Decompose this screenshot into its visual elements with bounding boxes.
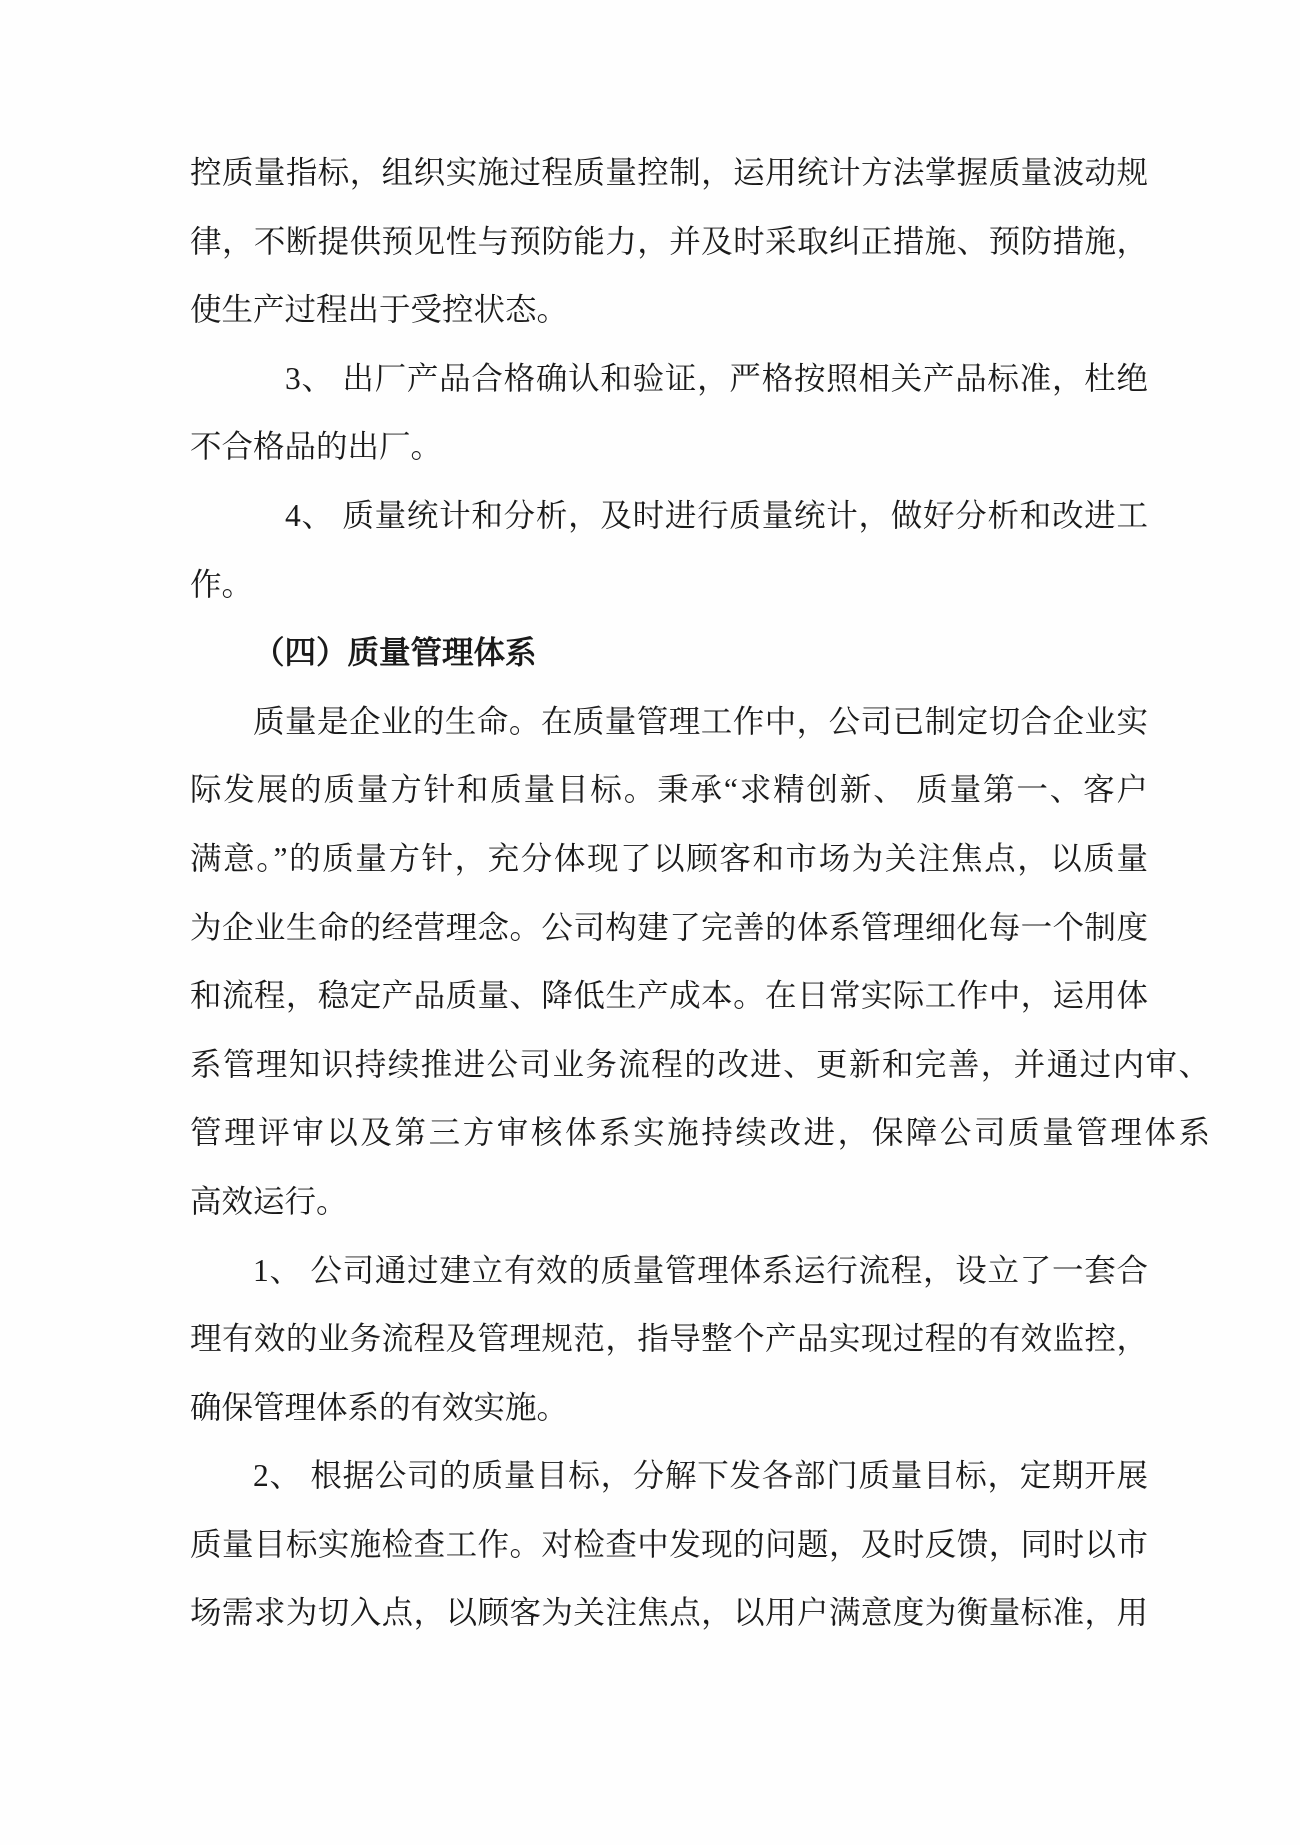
text-line: 系管理知识持续推进公司业务流程的改进、更新和完善，并通过内审、	[190, 1046, 1210, 1082]
text-line: 作。	[190, 566, 254, 602]
text-line: 满意。”的质量方针，充分体现了以顾客和市场为关注焦点，以质量	[190, 840, 1148, 876]
text-line: 为企业生命的经营理念。公司构建了完善的体系管理细化每一个制度	[190, 909, 1148, 945]
text-line: 际发展的质量方针和质量目标。秉承“求精创新、 质量第一、客户	[190, 772, 1148, 808]
section-heading: （四）质量管理体系	[253, 635, 537, 671]
text-line: 使生产过程出于受控状态。	[190, 292, 569, 328]
text-line: 管理评审以及第三方审核体系实施持续改进，保障公司质量管理体系	[190, 1115, 1210, 1151]
text-line: 确保管理体系的有效实施。	[190, 1389, 569, 1425]
text-line: 质量目标实施检查工作。对检查中发现的问题，及时反馈，同时以市	[190, 1526, 1148, 1562]
text-line: 场需求为切入点，以顾客为关注焦点，以用户满意度为衡量标准，用	[190, 1595, 1148, 1631]
text-line: 不合格品的出厂。	[190, 429, 443, 465]
text-line: 质量是企业的生命。在质量管理工作中，公司已制定切合企业实	[253, 703, 1148, 739]
text-line: 理有效的业务流程及管理规范，指导整个产品实现过程的有效监控，	[190, 1321, 1148, 1357]
text-line: 3、 出厂产品合格确认和验证，严格按照相关产品标准，杜绝	[285, 360, 1148, 396]
text-line: 和流程，稳定产品质量、降低生产成本。在日常实际工作中，运用体	[190, 978, 1148, 1014]
text-line: 1、 公司通过建立有效的质量管理体系运行流程，设立了一套合	[253, 1252, 1148, 1288]
text-line: 4、 质量统计和分析，及时进行质量统计，做好分析和改进工	[285, 497, 1148, 533]
text-line: 2、 根据公司的质量目标，分解下发各部门质量目标，定期开展	[253, 1458, 1148, 1494]
text-line: 律，不断提供预见性与预防能力，并及时采取纠正措施、预防措施，	[190, 223, 1148, 259]
text-line: 控质量指标，组织实施过程质量控制，运用统计方法掌握质量波动规	[190, 155, 1148, 190]
document-body-text	[190, 139, 1210, 1648]
text-line: 高效运行。	[190, 1183, 348, 1219]
